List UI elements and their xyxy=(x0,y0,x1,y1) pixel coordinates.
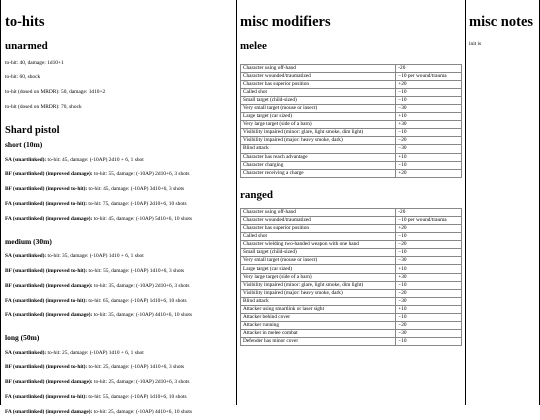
fire-mode-label: BF (smartlinked) (improved to-hit): xyxy=(5,267,88,274)
modifier-value: +30 xyxy=(396,121,462,129)
modifier-value: +10 xyxy=(396,113,462,121)
modifier-description: Visibility impaired (major: heavy smoke, dark) xyxy=(241,137,396,145)
fire-mode-row xyxy=(5,360,236,375)
ranged-modifier-row xyxy=(241,314,462,322)
fire-mode-stats: to-hit: 75, damage: (-10AP) 2d10+6, 10 shots xyxy=(87,201,187,208)
fire-mode-row xyxy=(5,405,236,420)
fire-mode-row xyxy=(5,390,236,405)
fire-mode-label: BF (smartlinked) (improved to-hit): xyxy=(5,364,88,371)
modifier-description: Large target (car sized) xyxy=(241,113,396,121)
fire-mode-label: BF (smartlinked) (improved damage): xyxy=(5,282,93,289)
melee-modifier-row xyxy=(241,153,462,161)
melee-modifier-row xyxy=(241,80,462,88)
fire-mode-label: FA (smartlinked) (improved to-hit): xyxy=(5,394,87,401)
modifier-description: Attacker using smartlink or laser sight xyxy=(241,305,396,313)
modifier-value: −30 xyxy=(396,297,462,305)
modifier-value: −30 xyxy=(396,145,462,153)
fire-mode-label: SA (smartlinked): xyxy=(5,253,47,260)
melee-modifier-row xyxy=(241,145,462,153)
fire-mode-row xyxy=(5,308,236,323)
fire-mode-row xyxy=(5,197,236,212)
modifier-value: +20 xyxy=(396,80,462,88)
misc-notes-title: misc notes xyxy=(469,14,534,30)
fire-mode-label: FA (smartlinked) (improved damage): xyxy=(5,312,93,319)
fire-mode-row xyxy=(5,264,236,279)
ranged-modifier-row xyxy=(241,281,462,289)
modifier-description: Very large target (side of a barn) xyxy=(241,273,396,281)
unarmed-row: to-hit: 60, shock xyxy=(5,74,41,81)
fire-mode-label: FA (smartlinked) (improved to-hit): xyxy=(5,297,87,304)
modifier-value: −10 xyxy=(396,281,462,289)
fire-mode-stats: to-hit: 25, damage: (-10AP) 1d10+6, 3 shots xyxy=(87,364,185,371)
fire-mode-row xyxy=(5,375,236,390)
modifier-value: −10 per wound/trauma xyxy=(396,72,462,80)
modifier-description: Character receiving a charge xyxy=(241,169,396,177)
modifier-description: Character wielding two-handed weapon with one hand xyxy=(241,241,396,249)
modifier-value: −10 xyxy=(396,161,462,169)
modifier-value: +10 xyxy=(396,305,462,313)
modifier-value: −20 xyxy=(396,289,462,297)
melee-modifier-row xyxy=(241,88,462,96)
ranged-modifier-row xyxy=(241,257,462,265)
fire-mode-stats: to-hit: 35, damage: (-10AP) 4d10+6, 10 shots xyxy=(92,312,193,319)
modifier-value: +30 xyxy=(396,273,462,281)
modifier-description: Character using off-hand xyxy=(241,64,396,72)
ranged-modifier-row xyxy=(241,225,462,233)
modifier-description: Character wounded/traumatized xyxy=(241,72,396,80)
melee-modifier-row xyxy=(241,129,462,137)
melee-modifier-row xyxy=(241,137,462,145)
modifier-value: −20 xyxy=(396,241,462,249)
fire-mode-row xyxy=(5,249,236,264)
misc-notes-column xyxy=(466,0,540,405)
modifier-description: Character has superior position xyxy=(241,80,396,88)
pistol-ranges xyxy=(5,141,236,419)
melee-table xyxy=(240,64,462,178)
fire-mode-row xyxy=(5,167,236,182)
melee-heading: melee xyxy=(240,39,267,52)
modifier-description: Character using off-hand xyxy=(241,208,396,216)
to-hits-column xyxy=(1,0,237,415)
modifier-value: +10 xyxy=(396,265,462,273)
ranged-modifier-row xyxy=(241,289,462,297)
fire-mode-stats: to-hit: 55, damage: (-10AP) 1d10+6, 10 shots xyxy=(87,394,187,401)
ranged-modifier-row xyxy=(241,273,462,281)
ranged-modifier-row xyxy=(241,208,462,216)
modifier-description: Character charging xyxy=(241,161,396,169)
unarmed-row: to-hit: 40, damage: 1d10+1 xyxy=(5,59,64,66)
modifier-description: Called shot xyxy=(241,88,396,96)
fire-mode-row xyxy=(5,294,236,309)
notes-text: init is xyxy=(469,40,482,47)
modifier-description: Defender has minor cover xyxy=(241,338,396,346)
ranged-modifier-row xyxy=(241,297,462,305)
modifier-value: -20 xyxy=(396,208,462,216)
melee-modifier-row xyxy=(241,169,462,177)
ranged-modifier-row xyxy=(241,265,462,273)
ranged-table xyxy=(240,208,462,347)
modifier-description: Very small target (mouse or insect) xyxy=(241,257,396,265)
fire-mode-label: SA (smartlinked): xyxy=(5,349,47,356)
unarmed-row: to-hit (dosed on MRDR): 50, damage: 1d10+2 xyxy=(5,89,106,96)
modifier-value: −10 xyxy=(396,314,462,322)
melee-modifier-row xyxy=(241,113,462,121)
fire-mode-label: FA (smartlinked) (improved to-hit): xyxy=(5,201,87,208)
fire-mode-label: BF (smartlinked) (improved to-hit): xyxy=(5,186,88,193)
melee-modifier-row xyxy=(241,121,462,129)
fire-mode-row xyxy=(5,182,236,197)
fire-mode-label: FA (smartlinked) (improved damage): xyxy=(5,408,93,415)
fire-mode-row xyxy=(5,153,236,168)
modifier-description: Small target (child-sized) xyxy=(241,249,396,257)
modifier-description: Blind attack xyxy=(241,297,396,305)
fire-mode-row xyxy=(5,279,236,294)
unarmed-row: to-hit (dosed on MRDR): 70, shock xyxy=(5,103,82,110)
fire-mode-stats: to-hit: 45, damage: (-10AP) 3d10+6, 3 shots xyxy=(87,186,185,193)
modifier-value: -20 xyxy=(396,64,462,72)
melee-modifier-row xyxy=(241,64,462,72)
modifier-value: −10 xyxy=(396,129,462,137)
melee-modifier-row xyxy=(241,161,462,169)
modifier-description: Very small target (mouse or insect) xyxy=(241,104,396,112)
modifier-value: −10 xyxy=(396,233,462,241)
ranged-modifier-row xyxy=(241,305,462,313)
range-heading: long (50m) xyxy=(5,333,40,343)
ranged-modifier-row xyxy=(241,241,462,249)
modifier-description: Very large target (side of a barn) xyxy=(241,121,396,129)
modifier-value: −30 xyxy=(396,104,462,112)
to-hits-title: to-hits xyxy=(5,14,45,30)
modifier-description: Attacker in melee combat xyxy=(241,330,396,338)
modifier-value: −10 xyxy=(396,88,462,96)
misc-modifiers-column xyxy=(237,0,466,405)
modifier-description: Visibility impaired (minor: glare, light smoke, dim light) xyxy=(241,129,396,137)
modifier-value: −30 xyxy=(396,330,462,338)
fire-mode-stats: to-hit: 25, damage: (-10AP) 4d10+6, 10 shots xyxy=(92,408,193,415)
modifier-value: −20 xyxy=(396,137,462,145)
modifier-description: Visibility impaired (major: heavy smoke, dark) xyxy=(241,289,396,297)
modifier-description: Character has superior position xyxy=(241,225,396,233)
fire-mode-stats: to-hit: 25, damage: (-10AP) 2d10+6, 3 shots xyxy=(92,379,190,386)
unarmed-list xyxy=(5,56,236,115)
ranged-modifier-row xyxy=(241,249,462,257)
modifier-value: +10 xyxy=(396,153,462,161)
fire-mode-label: SA (smartlinked): xyxy=(5,156,47,163)
fire-mode-label: BF (smartlinked) (improved damage): xyxy=(5,171,93,178)
fire-mode-stats: to-hit: 45, damage: (-10AP) 2d10 + 6, 1 shot xyxy=(46,156,144,163)
modifier-description: Large target (car sized) xyxy=(241,265,396,273)
ranged-modifier-row xyxy=(241,233,462,241)
ranged-modifier-row xyxy=(241,322,462,330)
fire-mode-stats: to-hit: 65, damage: (-10AP) 1d10+6, 10 shots xyxy=(87,297,187,304)
fire-mode-stats: to-hit: 55, damage: (-10AP) 2d10+6, 3 shots xyxy=(92,171,190,178)
melee-modifier-row xyxy=(241,72,462,80)
ranged-heading: ranged xyxy=(240,188,273,201)
modifier-value: −10 xyxy=(396,96,462,104)
modifier-description: Character has reach advantage xyxy=(241,153,396,161)
modifier-description: Visibility impaired (minor: glare, light smoke, dim light) xyxy=(241,281,396,289)
shard-pistol-heading: Shard pistol xyxy=(5,124,60,136)
modifier-value: −20 xyxy=(396,322,462,330)
melee-modifier-row xyxy=(241,96,462,104)
modifier-description: Called shot xyxy=(241,233,396,241)
ranged-modifier-row xyxy=(241,338,462,346)
modifier-description: Small target (child-sized) xyxy=(241,96,396,104)
melee-modifier-row xyxy=(241,104,462,112)
fire-mode-label: BF (smartlinked) (improved damage): xyxy=(5,379,93,386)
ranged-modifier-row xyxy=(241,330,462,338)
modifier-value: +20 xyxy=(396,225,462,233)
modifier-value: +20 xyxy=(396,169,462,177)
misc-modifiers-title: misc modifiers xyxy=(240,14,331,30)
modifier-description: Character wounded/traumatized xyxy=(241,216,396,224)
modifier-value: −10 per wound/trauma xyxy=(396,216,462,224)
modifier-description: Attacker behind cover xyxy=(241,314,396,322)
fire-mode-stats: to-hit: 25, damage: (-10AP) 1d10 + 6, 1 shot xyxy=(46,349,144,356)
modifier-value: −10 xyxy=(396,249,462,257)
modifier-description: Blind attack xyxy=(241,145,396,153)
ranged-modifier-row xyxy=(241,216,462,224)
fire-mode-label: FA (smartlinked) (improved damage): xyxy=(5,215,93,222)
fire-mode-stats: to-hit: 35, damage: (-10AP) 1d10 + 6, 1 shot xyxy=(46,253,144,260)
modifier-description: Attacker running xyxy=(241,322,396,330)
fire-mode-stats: to-hit: 45, damage: (-10AP) 5d10+6, 10 shots xyxy=(92,215,193,222)
modifier-value: −10 xyxy=(396,338,462,346)
fire-mode-stats: to-hit: 55, damage: (-10AP) 1d10+6, 3 shots xyxy=(87,267,185,274)
modifier-value: −30 xyxy=(396,257,462,265)
unarmed-heading: unarmed xyxy=(5,39,48,52)
range-heading: short (10m) xyxy=(5,140,43,150)
fire-mode-stats: to-hit: 35, damage: (-10AP) 2d10+6, 3 shots xyxy=(92,282,190,289)
range-heading: medium (30m) xyxy=(5,236,52,246)
fire-mode-row xyxy=(5,212,236,227)
fire-mode-row xyxy=(5,346,236,361)
